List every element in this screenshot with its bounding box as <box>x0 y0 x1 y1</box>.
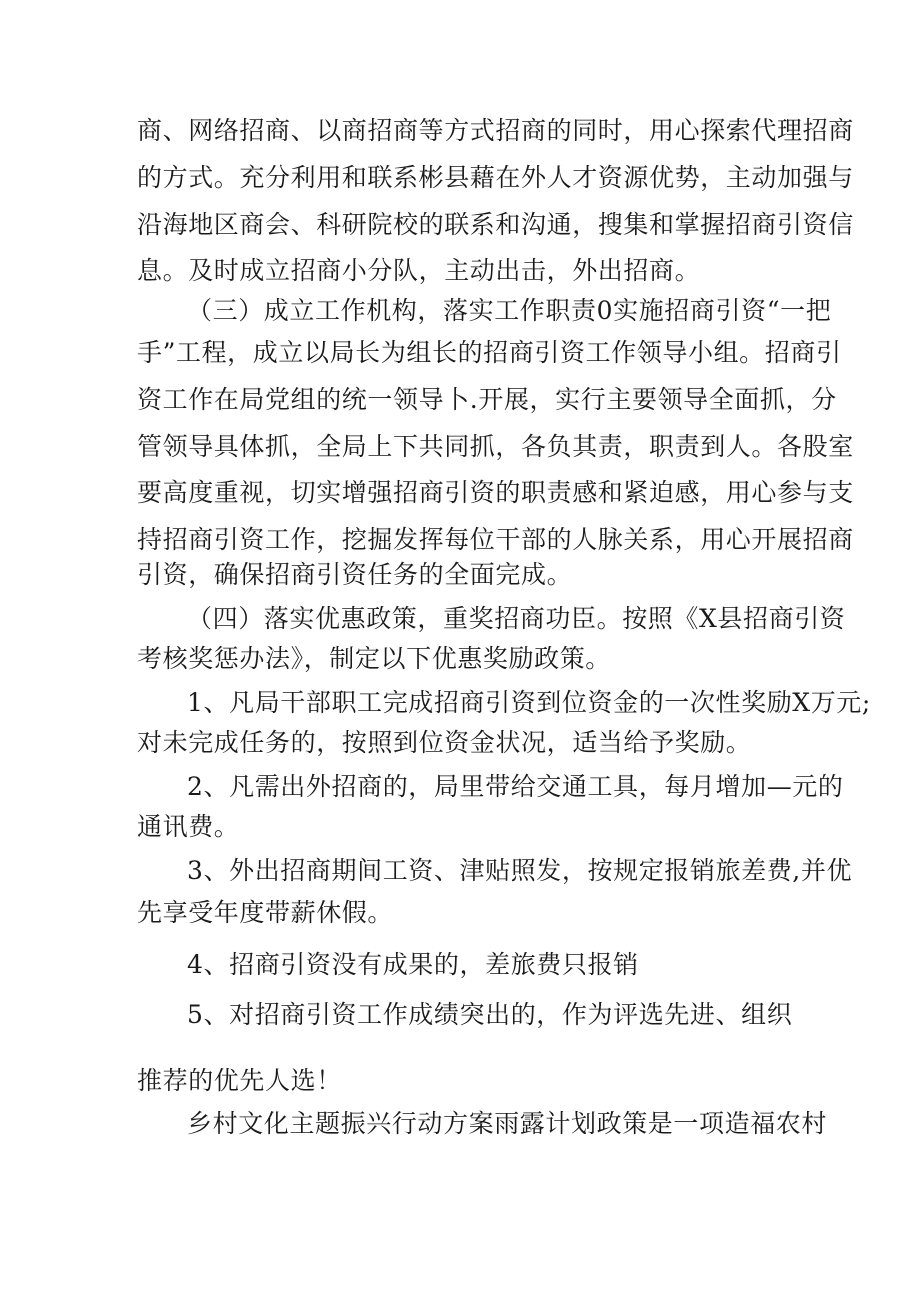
text-line: 乡村文化主题振兴行动方案雨露计划政策是一项造福农村 <box>187 1109 828 1138</box>
text-line: 手”工程，成立以局长为组长的招商引资工作领导小组。招商引 <box>137 338 842 367</box>
text-line: 3、外出招商期间工资、津贴照发，按规定报销旅差费,并优 <box>187 856 853 885</box>
text-line: 管领导具体抓，全局上下共同抓，各负其责，职责到人。各股室 <box>137 432 854 461</box>
text-line: （三）成立工作机构，落实工作职责0实施招商引资“一把 <box>187 296 832 325</box>
text-line: 息。及时成立招商小分队，主动出击，外出招商。 <box>137 256 701 285</box>
text-line: 5、对招商引资工作成绩突出的，作为评选先进、组织 <box>187 1000 793 1029</box>
text-line: 的方式。充分利用和联系彬县藉在外人才资源优势，主动加强与 <box>137 163 854 192</box>
text-line: 先享受年度带薪休假。 <box>137 898 394 927</box>
text-line: 1、凡局干部职工完成招商引资到位资金的一次性奖励X万元; <box>187 688 871 717</box>
text-line: 沿海地区商会、科研院校的联系和沟通，搜集和掌握招商引资信 <box>137 210 854 239</box>
text-line: 要高度重视，切实增强招商引资的职责感和紧迫感，用心参与支 <box>137 478 854 507</box>
text-line: 2、凡需出外招商的，局里带给交通工具，每月增加—元的 <box>187 772 844 801</box>
text-line: 通讯费。 <box>137 812 240 841</box>
text-line: （四）落实优惠政策，重奖招商功臣。按照《X县招商引资 <box>187 604 846 633</box>
text-line: 对未完成任务的，按照到位资金状况，适当给予奖励。 <box>137 728 752 757</box>
text-line: 商、网络招商、以商招商等方式招商的同时，用心探索代理招商 <box>137 116 854 145</box>
text-line: 考核奖惩办法》，制定以下优惠奖励政策。 <box>137 644 611 673</box>
text-line: 持招商引资工作，挖掘发挥每位干部的人脉关系，用心开展招商 <box>137 525 854 554</box>
text-line: 推荐的优先人选！ <box>137 1066 342 1095</box>
text-line: 资工作在局党组的统一领导卜.开展，实行主要领导全面抓，分 <box>137 385 837 414</box>
text-line: 引资，确保招商引资任务的全面完成。 <box>137 560 573 589</box>
text-line: 4、招商引资没有成果的，差旅费只报销 <box>187 950 639 979</box>
